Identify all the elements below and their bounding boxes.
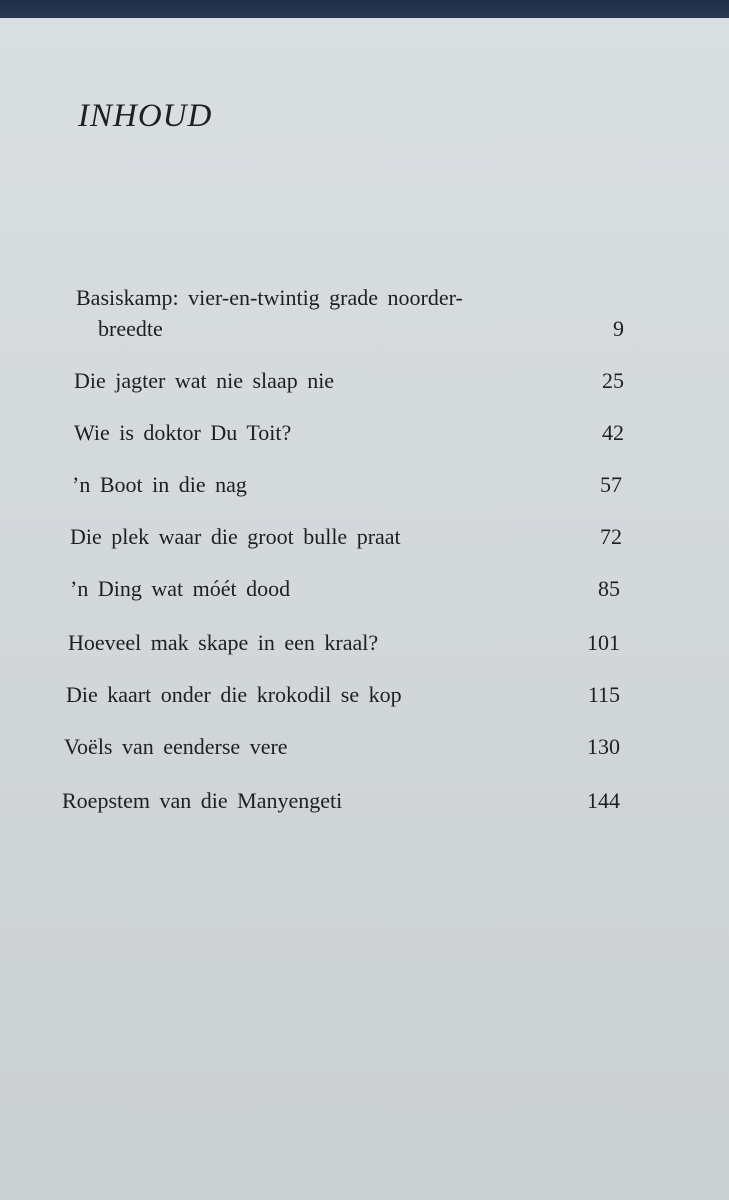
toc-entry-title: Voëls van eenderse vere (64, 734, 288, 759)
toc-entry-title: Hoeveel mak skape in een kraal? (68, 630, 379, 655)
page-title: INHOUD (78, 98, 213, 134)
toc-entry-title: Basiskamp: vier-en-twintig grade noorder- (76, 285, 463, 310)
toc-entry-title-continued: breedte (98, 316, 163, 341)
toc-page-number: 101 (587, 630, 620, 655)
toc-entry-title: ’n Boot in die nag (72, 472, 247, 497)
toc-page-number: 130 (587, 734, 620, 759)
toc-entry-title: Die plek waar die groot bulle praat (70, 524, 401, 549)
toc-entry-title: Die kaart onder die krokodil se kop (66, 682, 402, 707)
book-edge (0, 0, 729, 20)
toc-page-number: 72 (600, 524, 622, 549)
toc-entry-title: Wie is doktor Du Toit? (74, 420, 292, 445)
toc-page-number: 9 (613, 316, 624, 341)
toc-page-number: 144 (587, 788, 620, 813)
toc-page-number: 115 (587, 682, 620, 707)
book-page (0, 18, 729, 1200)
toc-entry-title: Roepstem van die Manyengeti (62, 788, 343, 813)
toc-page-number: 57 (600, 472, 622, 497)
toc-page-number: 85 (598, 576, 620, 601)
toc-entry-title: ’n Ding wat móét dood (70, 576, 291, 601)
toc-page-number: 42 (602, 420, 624, 445)
toc-page-number: 25 (602, 368, 624, 393)
toc-entry-title: Die jagter wat nie slaap nie (74, 368, 335, 393)
